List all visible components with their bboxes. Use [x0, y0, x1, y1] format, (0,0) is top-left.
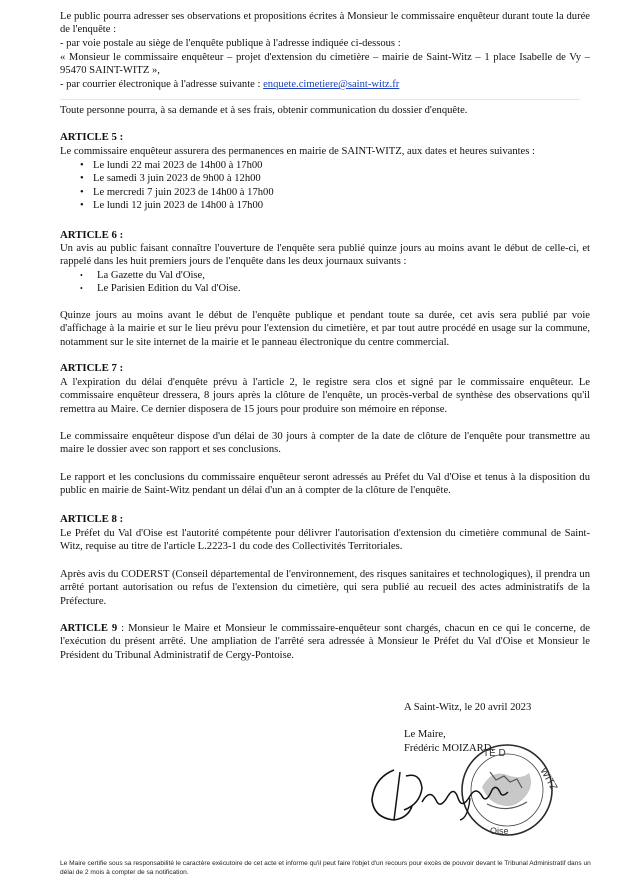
- article-7-paragraph-2: Le commissaire enquêteur dispose d'un délai de 30 jours à compter de la date de clôture de l'enquête pour transmettre au maire le dossier avec son rapport et ses conclusions.: [60, 431, 590, 456]
- email-prefix: - par courrier électronique à l'adresse suivante :: [60, 79, 264, 90]
- permanence-dates-list: [60, 159, 274, 213]
- article-5-title: ARTICLE 5 :: [60, 131, 124, 143]
- postal-address: « Monsieur le commissaire enquêteur – projet d'extension du cimetière – mairie de Saint-Witz – 1 place Isabelle de Vy – 95470 SAINT-WITZ »,: [60, 52, 590, 77]
- email-link[interactable]: enquete.cimetiere@saint-witz.fr: [263, 79, 400, 90]
- place-date: A Saint-Witz, le 20 avril 2023: [404, 701, 532, 713]
- article-9-paragraph: [60, 622, 590, 662]
- dossier-paragraph: Toute personne pourra, à sa demande et à ses frais, obtenir communication du dossier d'enquête.: [60, 105, 468, 116]
- list-item: • La Gazette du Val d'Oise,: [60, 269, 241, 282]
- list-item: • Le lundi 12 juin 2023 de 14h00 à 17h00: [60, 199, 274, 212]
- faint-divider: [60, 99, 580, 100]
- article-7-paragraph-3: Le rapport et les conclusions du commissaire enquêteur seront adressés au Préfet du Val d'Oise et tenus à la disposition du public en mairie de Saint-Witz pendant un délai d'un an à compter de la clôture de l'enquête.: [60, 472, 590, 497]
- list-item: • Le samedi 3 juin 2023 de 9h00 à 12h00: [60, 172, 274, 185]
- postal-line: - par voie postale au siège de l'enquête publique à l'adresse indiquée ci-dessous :: [60, 38, 401, 49]
- article-6-title: ARTICLE 6 :: [60, 229, 124, 241]
- article-9-text: : Monsieur le Maire et Monsieur le commissaire-enquêteur sont chargés, chacun en ce qui le concerne, de l'exécution du présent arrêté. Une ampliation de l'arrêté sera adressée à Monsieur le Préfet du Val d'Oise et Monsieur le Président du Tribunal Administratif de Cergy-Pontoise.: [60, 623, 590, 661]
- svg-text:Oise: Oise: [490, 826, 509, 836]
- article-8-title: ARTICLE 8 :: [60, 513, 124, 525]
- article-8-paragraph-1: Le Préfet du Val d'Oise est l'autorité compétente pour délivrer l'autorisation d'extension du cimetière communal de Saint-Witz, requise au titre de l'article L.2223-1 du code des Collectivités Territoriales.: [60, 528, 590, 553]
- list-item: • Le lundi 22 mai 2023 de 14h00 à 17h00: [60, 159, 274, 172]
- svg-text:TE D: TE D: [483, 748, 506, 759]
- article-6-paragraph-2: Quinze jours au moins avant le début de l'enquête publique et pendant toute sa durée, cet avis sera publié par voie d'affichage à la mairie et sur le lieu prévu pour l'extension du cimetière, et par tout autre procédé en usage sur la commune, notamment sur le site internet de la mairie et le panneau électronique du centre commercial.: [60, 310, 590, 348]
- email-line: [60, 78, 590, 91]
- list-item: • Le mercredi 7 juin 2023 de 14h00 à 17h00: [60, 186, 274, 199]
- svg-text:WITZ: WITZ: [537, 766, 560, 793]
- article-8-paragraph-2: Après avis du CODERST (Conseil départemental de l'environnement, des risques sanitaires et technologiques), il prendra un arrêté portant autorisation ou refus de l'extension du cimetière, qui sera publié au recueil des actes administratifs de la Préfecture.: [60, 569, 590, 607]
- list-item: • Le Parisien Edition du Val d'Oise.: [60, 282, 241, 295]
- article-6-text: Un avis au public faisant connaître l'ouverture de l'enquête sera publié quinze jours au moins avant le début de celle-ci, et rappelé dans les huit premiers jours de l'enquête dans les deux journaux suivants :: [60, 243, 590, 268]
- signer-name: Frédéric MOIZARD.: [404, 742, 495, 754]
- signer-role: Le Maire,: [404, 728, 446, 740]
- article-7-title: ARTICLE 7 :: [60, 362, 124, 374]
- article-9-title: ARTICLE 9: [60, 623, 118, 634]
- article-5-text: Le commissaire enquêteur assurera des permanences en mairie de SAINT-WITZ, aux dates et heures suivantes :: [60, 146, 535, 157]
- signature-and-seal: [342, 742, 592, 842]
- article-7-paragraph-1: A l'expiration du délai d'enquête prévu à l'article 2, le registre sera clos et signé par le commissaire enquêteur. Le commissaire enquêteur dressera, 8 jours après la clôture de l'enquête, un procès-verbal de synthèse des observations qu'il remettra au Maire. Ce dernier disposera de 15 jours pour produire son mémoire en réponse.: [60, 377, 590, 415]
- journals-list: [60, 269, 241, 296]
- legal-footer: Le Maire certifie sous sa responsabilité le caractère exécutoire de cet acte et informe qu'il peut faire l'objet d'un recours pour excès de pouvoir devant le Tribunal Administratif dans un délai de 2 mois à compter de sa notification.: [60, 859, 591, 876]
- intro-paragraph: Le public pourra adresser ses observations et propositions écrites à Monsieur le commissaire enquêteur durant toute la durée de l'enquête :: [60, 11, 590, 36]
